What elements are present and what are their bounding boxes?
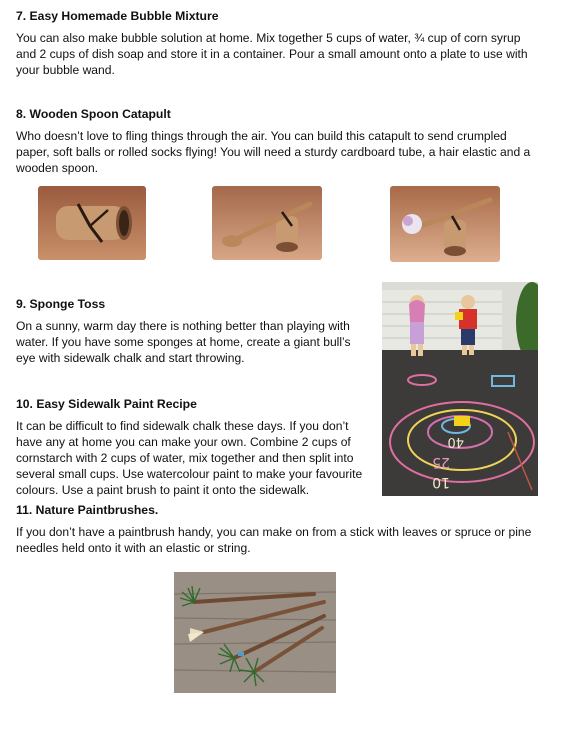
section-text-line: colours. Use a paint brush to paint it onto the sidewalk. (16, 483, 310, 497)
section-heading-catapult: 8. Wooden Spoon Catapult (16, 107, 171, 121)
section-heading-nature-paintbrushes: 11. Nature Paintbrushes. (16, 503, 159, 517)
section-heading-bubble: 7. Easy Homemade Bubble Mixture (16, 9, 219, 23)
catapult-photo-tube (38, 186, 146, 260)
section-text-line: Who doesn’t love to fling things through the air. You can build this catapult to send crumpled (16, 129, 507, 143)
section-text-line: water. If you have some sponges at home, create a giant bull’s (16, 335, 351, 349)
bullseye-label: 10 (432, 474, 450, 490)
section-text-line: You can also make bubble solution at home. Mix together 5 cups of water, ¾ cup of corn syrup (16, 31, 521, 45)
section-text-line: several small cups. Use watercolour paint to make your favourite (16, 467, 363, 481)
section-heading-sidewalk-paint: 10. Easy Sidewalk Paint Recipe (16, 397, 197, 411)
section-text-line: eye with sidewalk chalk and start throwing. (16, 351, 245, 365)
section-text-line: and 2 cups of dish soap and store it in a container. Pour a small amount onto a plate to use with (16, 47, 528, 61)
section-text-line: your bubble wand. (16, 63, 115, 77)
section-text-line: cornstarch with 2 cups of water, mix together and then split into (16, 451, 354, 465)
section-text-line: needles held onto it with an elastic or string. (16, 541, 251, 555)
catapult-photo-loaded (390, 186, 500, 262)
bullseye-photo (382, 282, 538, 496)
section-heading-sponge-toss: 9. Sponge Toss (16, 297, 106, 311)
section-text-line: wooden spoon. (16, 161, 99, 175)
bullseye-label: 25 (432, 454, 450, 470)
section-text-line: If you don’t have a paintbrush handy, you can make on from a stick with leaves or spruce or pine (16, 525, 532, 539)
paintbrushes-photo (174, 572, 336, 693)
section-text-line: On a sunny, warm day there is nothing better than playing with (16, 319, 350, 333)
section-text-line: It can be difficult to find sidewalk chalk these days. If you don’t (16, 419, 349, 433)
section-text-line: paper, soft balls or rolled socks flying! You will need a sturdy cardboard tube, a hair elastic and a (16, 145, 531, 159)
section-text-line: have any at home you can make your own. Combine 2 cups of (16, 435, 351, 449)
catapult-photo-spoon (212, 186, 322, 260)
bullseye-label: 40 (447, 434, 464, 449)
